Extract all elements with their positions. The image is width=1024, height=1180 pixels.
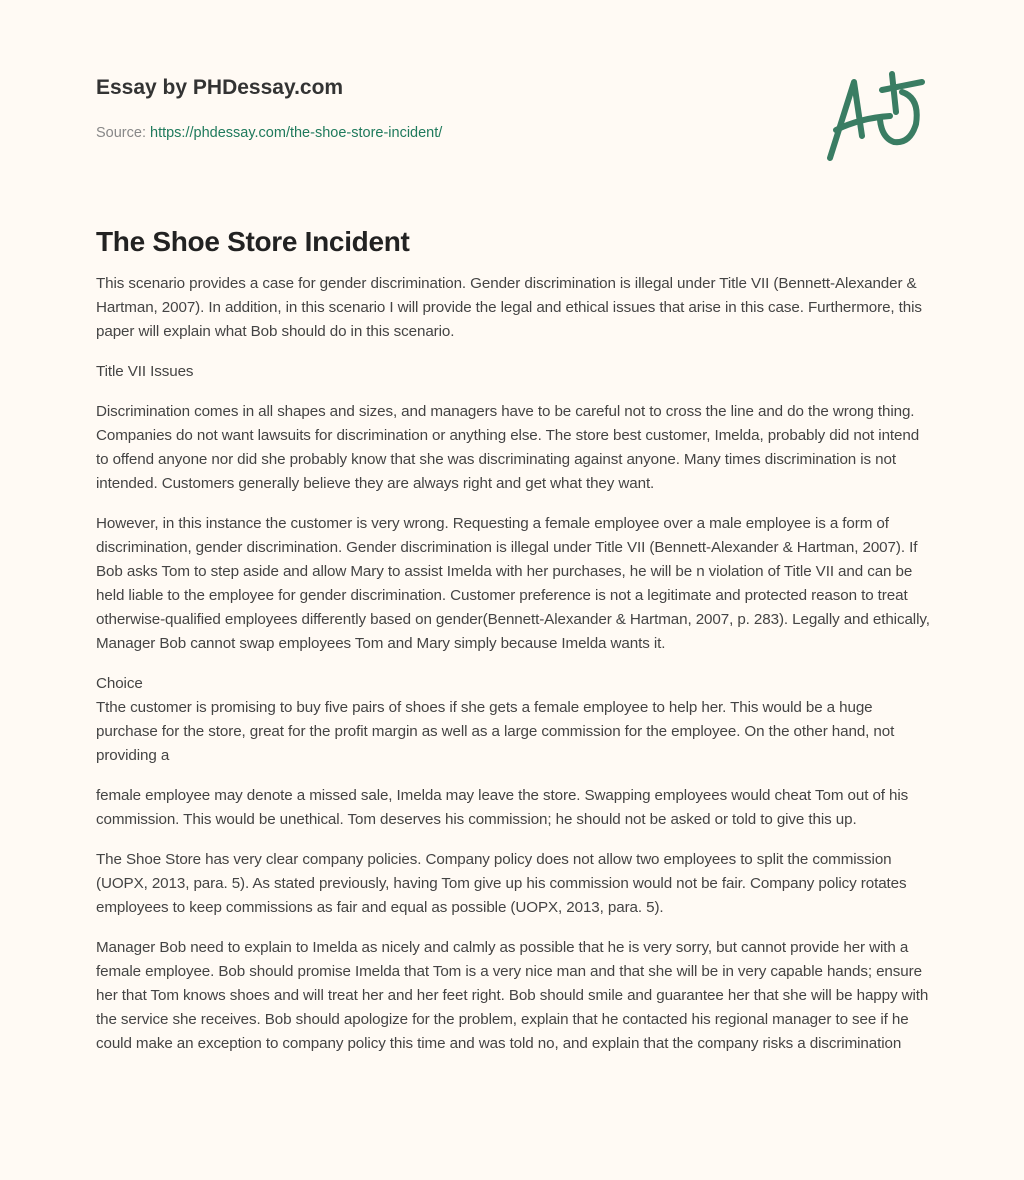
source-link[interactable]: https://phdessay.com/the-shoe-store-incident/ bbox=[150, 125, 443, 141]
section-heading-choice: Choice bbox=[96, 675, 143, 692]
section-heading-title-vii: Title VII Issues bbox=[96, 363, 194, 380]
paragraph: Discrimination comes in all shapes and sizes, and managers have to be careful not to cross the line and do the wrong thing. Companies do not want lawsuits for discrimination or anything else. The store best customer, Imelda, probably did not intend to offend anyone nor did she probably know that she was discriminating against anyone. Many times discrimination is not intended. Customers generally believe they are always right and get what they want. bbox=[96, 403, 920, 492]
site-title: Essay by PHDessay.com bbox=[96, 76, 344, 99]
source-line bbox=[96, 125, 442, 141]
paragraph: Tthe customer is promising to buy five pairs of shoes if she gets a female employee to help her. This would be a huge purchase for the store, great for the profit margin as well as a large commission for the employee. On the other hand, not providing a bbox=[96, 699, 895, 764]
paragraph: female employee may denote a missed sale, Imelda may leave the store. Swapping employees would cheat Tom out of his commission. This would be unethical. Tom deserves his commission; he should not be asked or told to give this up. bbox=[96, 787, 909, 828]
source-label: Source: bbox=[96, 125, 150, 141]
paragraph: Manager Bob need to explain to Imelda as nicely and calmly as possible that he is very sorry, but cannot provide her with a female employee. Bob should promise Imelda that Tom is a very nice man and that she will be in very capable hands; ensure her that Tom knows shoes and will treat her and her feet right. Bob should smile and guarantee her that she will be happy with the service she receives. Bob should apologize for the problem, explain that he contacted his regional manager to see if he could make an exception to company policy this time and was told no, and explain that the company risks a discrimination bbox=[96, 939, 929, 1052]
essay-title: The Shoe Store Incident bbox=[96, 226, 410, 257]
essay-content bbox=[96, 226, 931, 1072]
paragraph: The Shoe Store has very clear company policies. Company policy does not allow two employees to split the commission (UOPX, 2013, para. 5). As stated previously, having Tom give up his commission would not be fair. Company policy rotates employees to keep commissions as fair and equal as possible (UOPX, 2013, para. 5). bbox=[96, 851, 907, 916]
paragraph-intro: This scenario provides a case for gender discrimination. Gender discrimination is illegal under Title VII (Bennett-Alexander & Hartman, 2007). In addition, in this scenario I will provide the legal and ethical issues that arise in this case. Furthermore, this paper will explain what Bob should do in this scenario. bbox=[96, 275, 922, 340]
paragraph: However, in this instance the customer is very wrong. Requesting a female employee over a male employee is a form of discrimination, gender discrimination. Gender discrimination is illegal under Title VII (Bennett-Alexander & Hartman, 2007). If Bob asks Tom to step aside and allow Mary to assist Imelda with her purchases, he will be n violation of Title VII and can be held liable to the employee for gender discrimination. Customer preference is not a legitimate and protected reason to treat otherwise-qualified employees differently based on gender(Bennett-Alexander & Hartman, 2007, p. 283). Legally and ethically, Manager Bob cannot swap employees Tom and Mary simply because Imelda wants it. bbox=[96, 515, 930, 652]
a-plus-logo bbox=[820, 66, 930, 166]
header bbox=[96, 76, 926, 141]
